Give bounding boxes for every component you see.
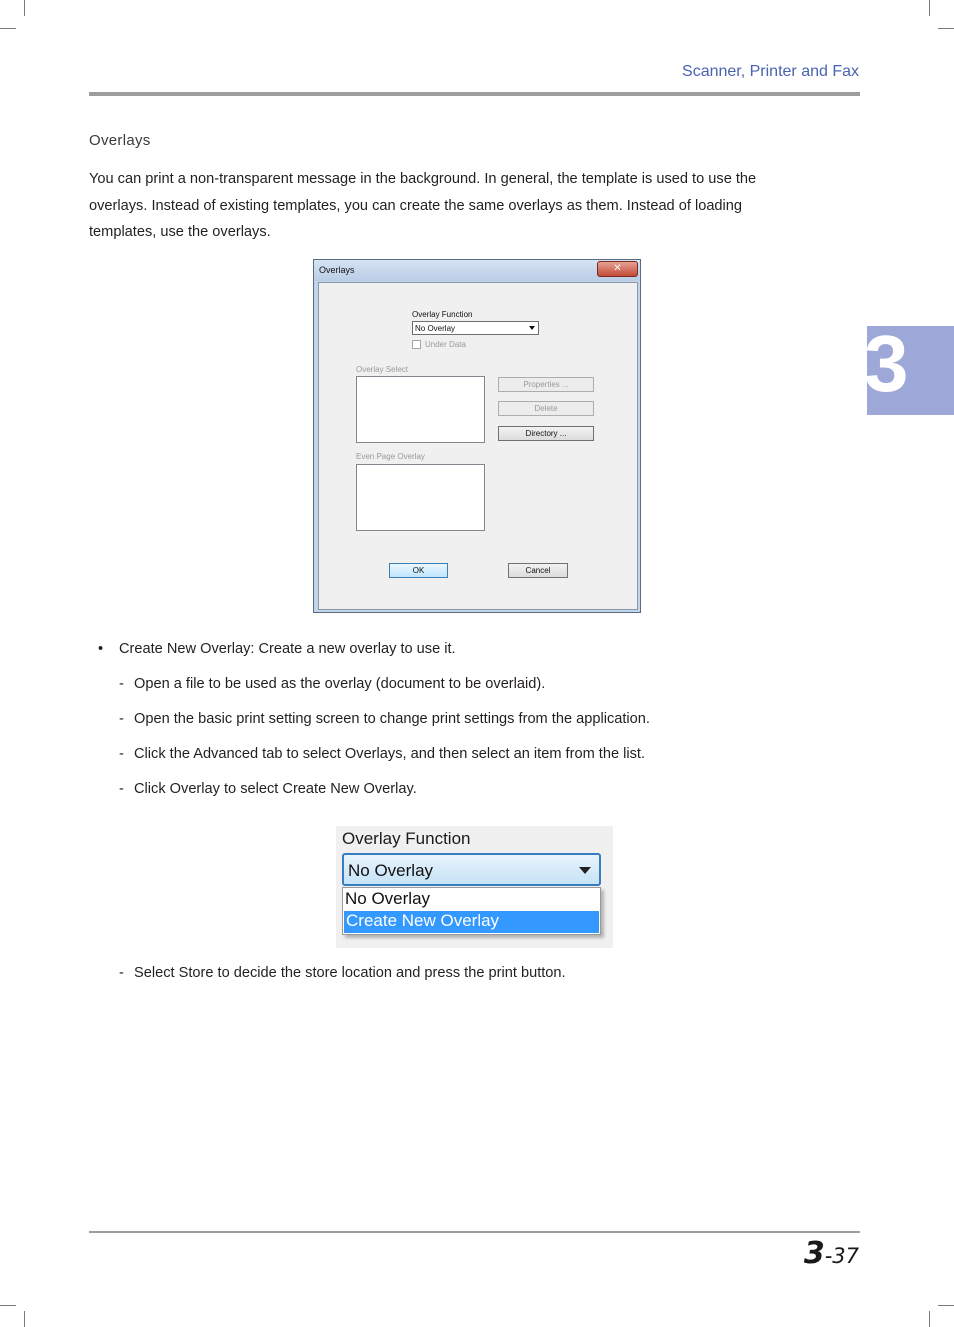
dialog-title: Overlays [319, 265, 355, 275]
directory-button[interactable]: Directory ... [498, 426, 594, 441]
crop-mark [938, 28, 954, 29]
overlay-select-label: Overlay Select [356, 365, 409, 374]
cancel-button[interactable]: Cancel [508, 563, 568, 578]
crop-mark [24, 1311, 25, 1327]
running-header: Scanner, Printer and Fax [682, 63, 859, 80]
step-text: Click the Advanced tab to select Overlays, and then select an item from the list. [134, 746, 646, 762]
close-button[interactable]: ✕ [597, 261, 638, 277]
even-page-overlay-list[interactable] [356, 464, 485, 531]
dropdown-option-no-overlay[interactable]: No Overlay [345, 889, 431, 908]
step-text: Click Overlay to select Create New Overlay. [134, 781, 417, 797]
under-data-label: Under Data [425, 340, 466, 349]
header-divider [89, 92, 860, 96]
section-heading: Overlays [89, 132, 151, 149]
overlay-function-value: No Overlay [415, 324, 456, 333]
page-index: -37 [824, 1244, 859, 1268]
overlay-function-label: Overlay Function [412, 310, 473, 319]
dropdown-option-create-new-overlay[interactable]: Create New Overlay [344, 911, 599, 933]
chapter-tab-number: 3 [864, 319, 909, 408]
delete-button[interactable]: Delete [498, 401, 594, 416]
crop-mark [0, 1305, 16, 1306]
zoom-selected-value: No Overlay [348, 861, 434, 880]
overlays-dialog [313, 259, 641, 613]
crop-mark [929, 0, 930, 16]
properties-button[interactable]: Properties ... [498, 377, 594, 392]
step-item: - Open a file to be used as the overlay (document to be overlaid). [119, 676, 546, 692]
step-item: - Open the basic print setting screen to change print settings from the application. [119, 711, 650, 727]
zoom-overlay-function-label: Overlay Function [342, 829, 471, 848]
zoom-overlay-function-select[interactable] [342, 853, 601, 886]
dialog-titlebar [314, 260, 640, 281]
zoom-dropdown-list [342, 887, 601, 935]
even-page-overlay-label: Even Page Overlay [356, 452, 425, 461]
dialog-body [318, 282, 638, 610]
step-text: Open a file to be used as the overlay (document to be overlaid). [134, 676, 546, 692]
chevron-down-icon [579, 867, 591, 874]
chevron-down-icon [529, 326, 535, 330]
under-data-checkbox[interactable] [412, 340, 421, 349]
step-text: Select Store to decide the store location and press the print button. [134, 965, 566, 981]
crop-mark [24, 0, 25, 16]
footer-divider [89, 1231, 860, 1233]
ok-button[interactable]: OK [389, 563, 448, 578]
overlay-function-select[interactable] [412, 321, 539, 335]
page-number [804, 1236, 859, 1271]
bullet-text: Create New Overlay: Create a new overlay to use it. [119, 641, 456, 657]
step-item: - Click the Advanced tab to select Overlays, and then select an item from the list. [119, 746, 646, 762]
step-item: - Select Store to decide the store location and press the print button. [119, 965, 566, 981]
bullet-symbol: • [98, 641, 104, 657]
crop-mark [929, 1311, 930, 1327]
overlay-select-list[interactable] [356, 376, 485, 443]
chapter-tab [864, 319, 954, 415]
overlay-function-zoom [336, 826, 613, 948]
step-item: - Click Overlay to select Create New Overlay. [119, 781, 417, 797]
crop-mark [938, 1305, 954, 1306]
step-text: Open the basic print setting screen to change print settings from the application. [134, 711, 650, 727]
page-chapter: 3 [803, 1236, 825, 1271]
crop-mark [0, 28, 16, 29]
intro-paragraph: You can print a non-transparent message in the background. In general, the template is used to use the overlays. Instead of existing templates, you can create the same overlays as them. Instead of loading templates, use the overlays. [89, 171, 757, 240]
